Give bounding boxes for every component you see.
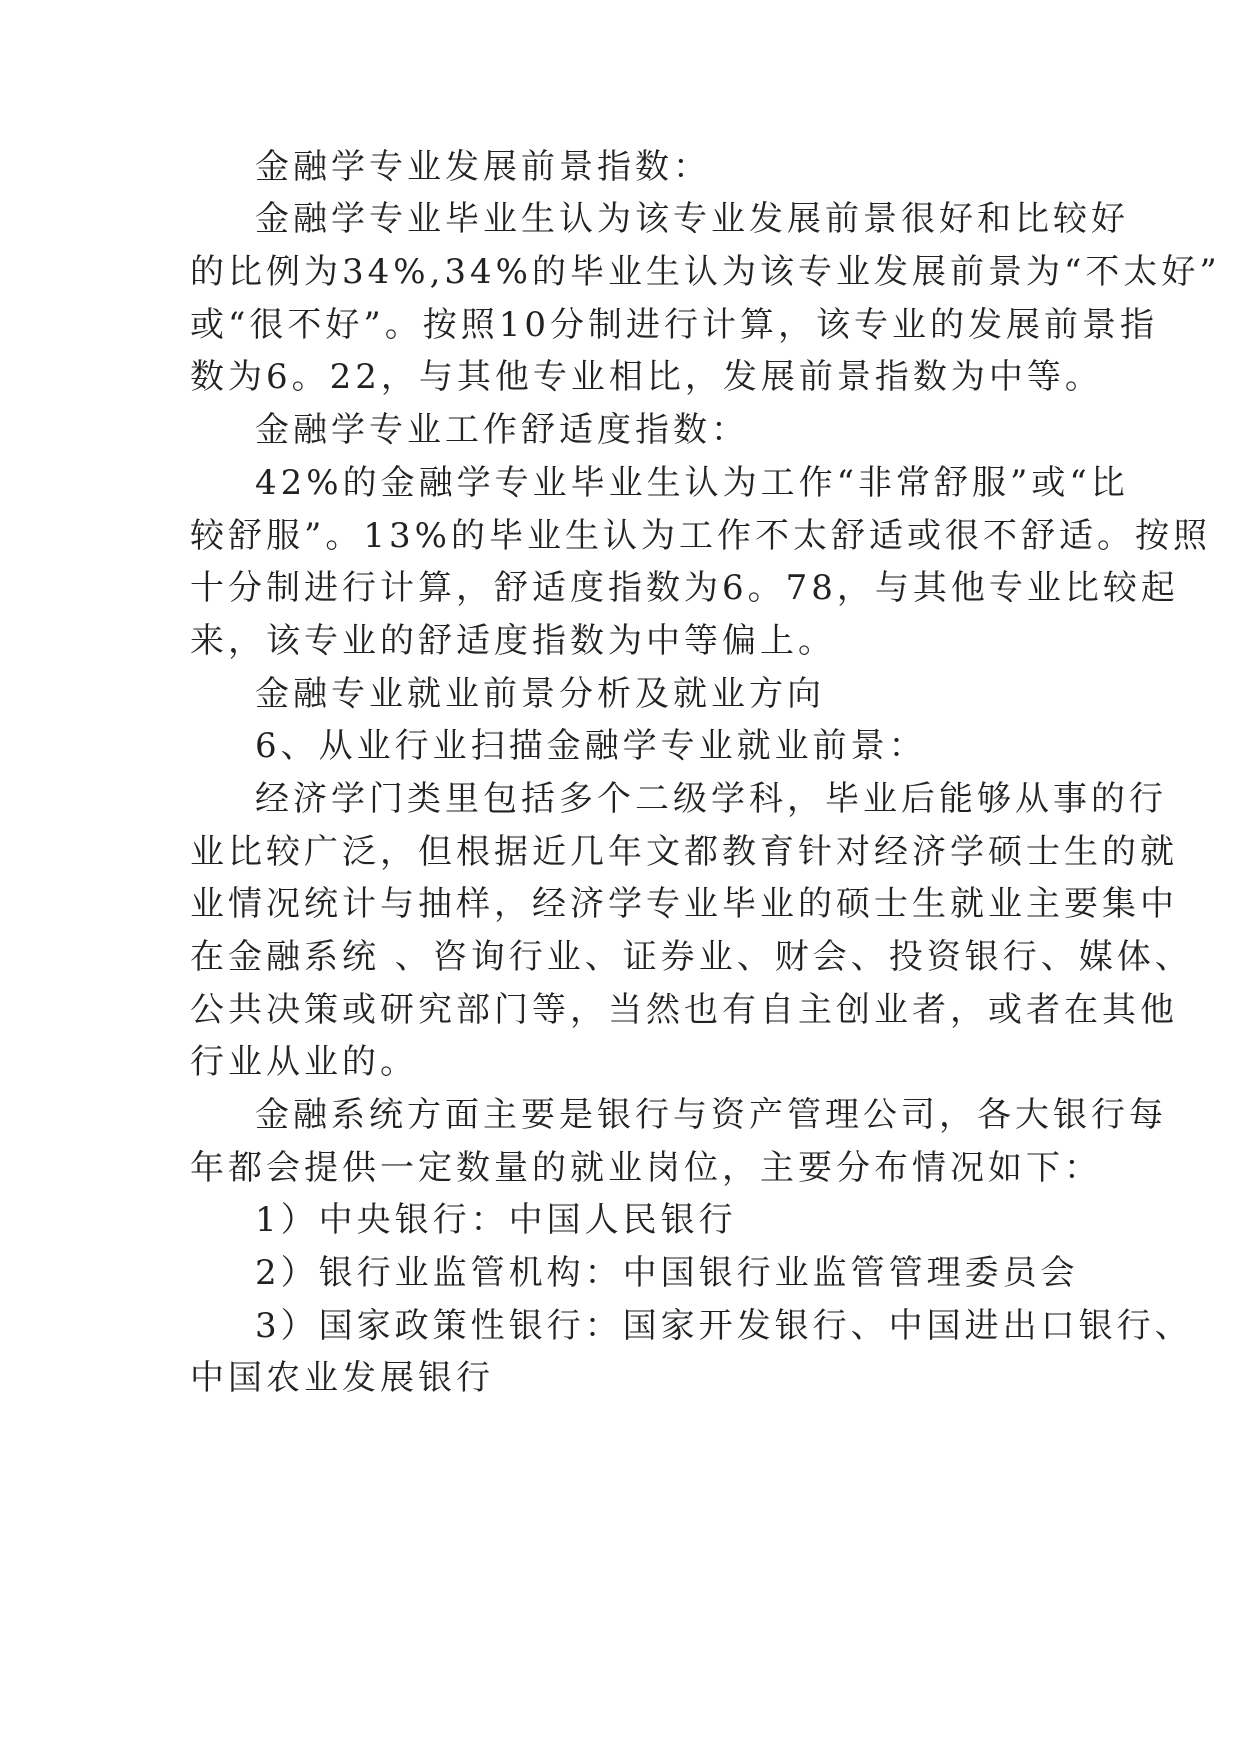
paragraph-line: 42%的金融学专业毕业生认为工作“非常舒服”或“比 xyxy=(255,463,1129,503)
paragraph-line: 金融学专业毕业生认为该专业发展前景很好和比较好 xyxy=(255,199,1129,239)
heading-employment-analysis: 金融专业就业前景分析及就业方向 xyxy=(255,674,825,714)
heading-comfort-index: 金融学专业工作舒适度指数： xyxy=(255,410,749,450)
paragraph-line: 来，该专业的舒适度指数为中等偏上。 xyxy=(190,621,836,661)
paragraph-line: 业情况统计与抽样，经济学专业毕业的硕士生就业主要集中 xyxy=(190,884,1178,924)
heading-development-index: 金融学专业发展前景指数： xyxy=(255,147,711,187)
paragraph-line: 经济学门类里包括多个二级学科，毕业后能够从事的行 xyxy=(255,779,1167,819)
paragraph-line: 数为6。22，与其他专业相比，发展前景指数为中等。 xyxy=(190,357,1103,397)
paragraph-line: 行业从业的。 xyxy=(190,1042,418,1082)
paragraph-line: 业比较广泛，但根据近几年文都教育针对经济学硕士生的就 xyxy=(190,832,1178,872)
list-item-continuation: 中国农业发展银行 xyxy=(190,1358,494,1398)
paragraph-line: 公共决策或研究部门等，当然也有自主创业者，或者在其他 xyxy=(190,990,1178,1030)
paragraph-line: 在金融系统 、咨询行业、证券业、财会、投资银行、媒体、 xyxy=(190,937,1193,977)
list-item: 1）中央银行：中国人民银行 xyxy=(255,1200,737,1240)
list-item: 2）银行业监管机构：中国银行业监管管理委员会 xyxy=(255,1253,1079,1293)
paragraph-line: 或“很不好”。按照10分制进行计算，该专业的发展前景指 xyxy=(190,305,1159,345)
heading-industry-scan: 6、从业行业扫描金融学专业就业前景： xyxy=(255,726,927,766)
paragraph-line: 较舒服”。13%的毕业生认为工作不太舒适或很不舒适。按照 xyxy=(190,516,1211,556)
list-item: 3）国家政策性银行：国家开发银行、中国进出口银行、 xyxy=(255,1306,1193,1346)
paragraph-line: 的比例为34%,34%的毕业生认为该专业发展前景为“不太好” xyxy=(190,252,1221,292)
paragraph-line: 金融系统方面主要是银行与资产管理公司，各大银行每 xyxy=(255,1095,1167,1135)
paragraph-line: 年都会提供一定数量的就业岗位，主要分布情况如下： xyxy=(190,1148,1102,1188)
paragraph-line: 十分制进行计算，舒适度指数为6。78，与其他专业比较起 xyxy=(190,568,1179,608)
